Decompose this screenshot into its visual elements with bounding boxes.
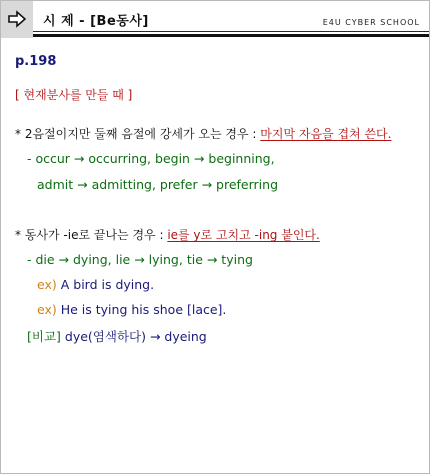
example-sentence-2 — [37, 302, 226, 317]
rule1-example-line2: admit → admitting, prefer → preferring — [37, 177, 278, 192]
section-title: [ 현재분사를 만들 때 ] — [15, 88, 133, 102]
rule2-highlight: ie를 y로 고치고 -ing 붙인다. — [167, 228, 320, 242]
rule1-example-line1: - occur → occurring, begin → beginning, — [27, 151, 275, 166]
rule1-text: * 2음절이지만 둘째 음절에 강세가 오는 경우 : — [15, 127, 261, 141]
header-brand: E4U CYBER SCHOOL — [322, 18, 420, 27]
rule1-heading — [15, 125, 391, 142]
header-title: 시 제 - [Be동사] — [43, 14, 149, 29]
example-label: ex) — [37, 302, 57, 317]
example-label: ex) — [37, 277, 57, 292]
header-divider-thin — [33, 31, 429, 32]
example-sentence-1 — [37, 277, 154, 292]
rule2-heading — [15, 226, 320, 243]
compare-text: dye(염색하다) → dyeing — [64, 329, 207, 344]
page-number: p.198 — [15, 54, 57, 69]
example-text: He is tying his shoe [lace]. — [60, 302, 227, 317]
compare-note — [27, 327, 207, 345]
header-icon-box — [1, 1, 33, 38]
arrow-right-icon — [7, 9, 27, 29]
header-bar — [1, 1, 429, 38]
header-divider-thick — [33, 34, 429, 37]
example-text: A bird is dying. — [60, 277, 155, 292]
rule2-text: * 동사가 -ie로 끝나는 경우 : — [15, 228, 168, 242]
rule1-highlight: 마지막 자음을 겹쳐 쓴다. — [260, 127, 392, 141]
compare-label: [비교] — [27, 329, 61, 344]
rule2-example-line1: - die → dying, lie → lying, tie → tying — [27, 252, 253, 267]
